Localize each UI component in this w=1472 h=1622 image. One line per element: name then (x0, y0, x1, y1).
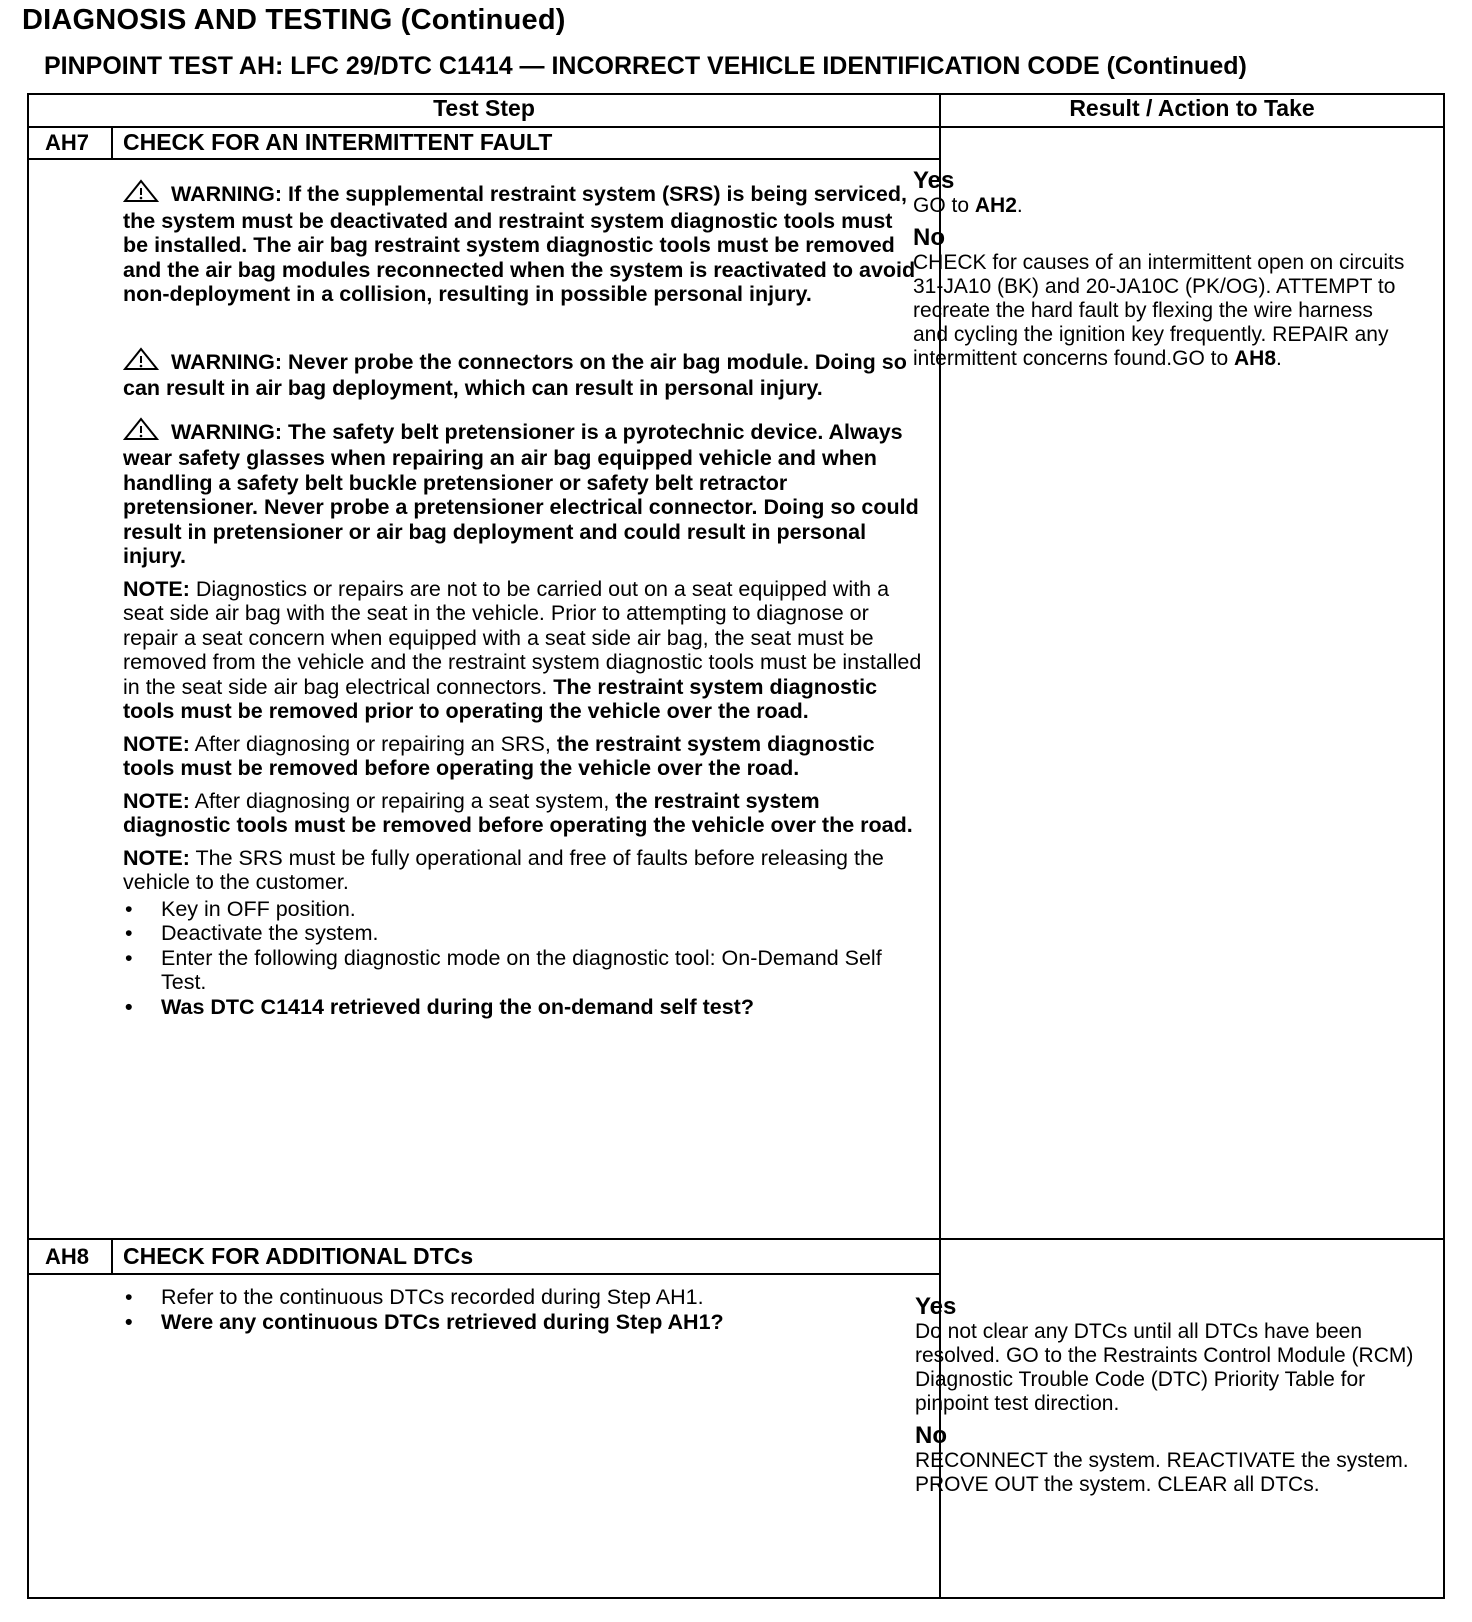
ah7-question: • Was DTC C1414 retrieved during the on-demand self test? (123, 995, 923, 1020)
pretensioner-warning (123, 417, 923, 569)
note-label: NOTE: (123, 576, 190, 601)
note-2-text: After diagnosing or repairing an SRS, (189, 731, 557, 756)
pinpoint-test-subtitle: PINPOINT TEST AH: LFC 29/DTC C1414 — INCORRECT VEHICLE IDENTIFICATION CODE (Continued) (44, 52, 1247, 80)
warning-triangle-icon (123, 347, 159, 377)
col-header-result: Result / Action to Take (1069, 95, 1315, 121)
note-label: NOTE: (123, 788, 190, 813)
ah8-step-id: AH8 (45, 1244, 90, 1269)
warning-3-text: WARNING: The safety belt pretensioner is a pyrotechnic device. Always wear safety glasses when repairing an air bag equipped vehicle and when handling a safety belt buckle pretensioner or safety belt retractor pretensioner. Never probe a pretensioner electrical connector. Doing so could result in pretensioner or air bag deployment and could result in personal injury. (123, 419, 919, 568)
header-divider (29, 126, 1443, 128)
srs-warning (123, 179, 923, 307)
list-item: • Key in OFF position. (123, 897, 923, 922)
warning-1-text: WARNING: If the supplemental restraint system (SRS) is being serviced, the system must be deactivated and restraint system diagnostic tools must be installed. The air bag restraint system diagnostic tools must be removed and the air bag modules reconnected when the system is reactivated to avoid non-deployment in a collision, resulting in possible personal injury. (123, 182, 916, 306)
ah8-yes-text: Do not clear any DTCs until all DTCs have been resolved. GO to the Restraints Control Module (RCM) Diagnostic Trouble Code (DTC) Priority Table for pinpoint test direction. (915, 1320, 1414, 1415)
ah7-id-divider (111, 126, 113, 160)
note-1-text: Diagnostics or repairs are not to be carried out on a seat equipped with a seat side air bag with the seat in the vehicle. Prior to attempting to diagnose or repair a seat concern when equipped with a seat side air bag, the seat must be removed from the vehicle and the restraint system diagnostic tools must be installed in the seat side air bag electrical connectors. (123, 576, 922, 699)
note-4-text: The SRS must be fully operational and free of faults before releasing the vehicle to the customer. (123, 845, 884, 894)
ah8-yes-label: Yes (915, 1293, 957, 1320)
ah7-ah8-divider (29, 1238, 1443, 1240)
ah7-yes-label: Yes (913, 167, 955, 194)
note-label: NOTE: (123, 845, 190, 870)
note-3-text: After diagnosing or repairing a seat system, (189, 788, 616, 813)
note-label: NOTE: (123, 731, 190, 756)
list-item: • Refer to the continuous DTCs recorded during Step AH1. (123, 1285, 923, 1310)
note-4 (123, 846, 923, 895)
warning-triangle-icon (123, 417, 159, 447)
ah7-yes-post: . (1016, 194, 1023, 217)
list-item: • Deactivate the system. (123, 921, 923, 946)
ah7-bullet-list (123, 897, 923, 1020)
warning-triangle-icon (123, 179, 159, 209)
note-2-bold: the restraint system diagnostic tools must be removed before operating the vehicle over the road. (123, 731, 875, 780)
note-1-bold: The restraint system diagnostic tools must be removed prior to operating the vehicle over the road. (123, 674, 878, 723)
ah8-step-body (123, 1283, 923, 1334)
ah7-step-id: AH7 (45, 130, 90, 155)
ah7-no-label: No (913, 224, 945, 251)
ah7-no-ref: AH8 (1234, 347, 1277, 370)
ah7-no-action (913, 251, 1413, 371)
col-header-test-step: Test Step (433, 95, 535, 121)
note-3-bold: the restraint system diagnostic tools must be removed before operating the vehicle over the road. (123, 788, 913, 837)
connector-probe-warning (123, 347, 923, 401)
ah8-result (915, 1293, 1415, 1497)
ah8-step-title: CHECK FOR ADDITIONAL DTCs (123, 1243, 474, 1269)
note-2 (123, 732, 923, 781)
ah8-id-divider (111, 1238, 113, 1275)
ah7-yes-ref: AH2 (974, 194, 1017, 217)
page-title: DIAGNOSIS AND TESTING (Continued) (22, 4, 566, 36)
ah7-result (913, 167, 1413, 371)
pinpoint-test-table (27, 93, 1445, 1599)
ah7-yes-action (913, 194, 1413, 218)
ah7-no-text: CHECK for causes of an intermittent open on circuits 31-JA10 (BK) and 20-JA10C (PK/OG). ATTEMPT to recreate the hard fault by flexing the wire harness and cycling the ignition key frequently. REPAIR any intermittent concerns found.GO to (913, 251, 1405, 370)
ah7-title-divider (29, 158, 939, 160)
ah8-no-label: No (915, 1422, 947, 1449)
ah8-title-divider (29, 1273, 939, 1275)
ah8-no-text: RECONNECT the system. REACTIVATE the system. PROVE OUT the system. CLEAR all DTCs. (915, 1449, 1409, 1496)
warning-2-text: WARNING: Never probe the connectors on the air bag module. Doing so can result in air bag deployment, which can result in personal injury. (123, 349, 907, 400)
list-item: • Enter the following diagnostic mode on the diagnostic tool: On-Demand Self Test. (123, 946, 923, 995)
ah8-question: • Were any continuous DTCs retrieved during Step AH1? (123, 1310, 923, 1335)
ah7-yes-text: GO to (913, 194, 975, 217)
ah7-no-post: . (1276, 347, 1282, 370)
note-3 (123, 789, 923, 838)
ah7-step-title: CHECK FOR AN INTERMITTENT FAULT (123, 129, 553, 155)
note-1 (123, 577, 923, 724)
ah8-bullet-list (123, 1285, 923, 1334)
ah7-step-body (123, 179, 923, 1019)
